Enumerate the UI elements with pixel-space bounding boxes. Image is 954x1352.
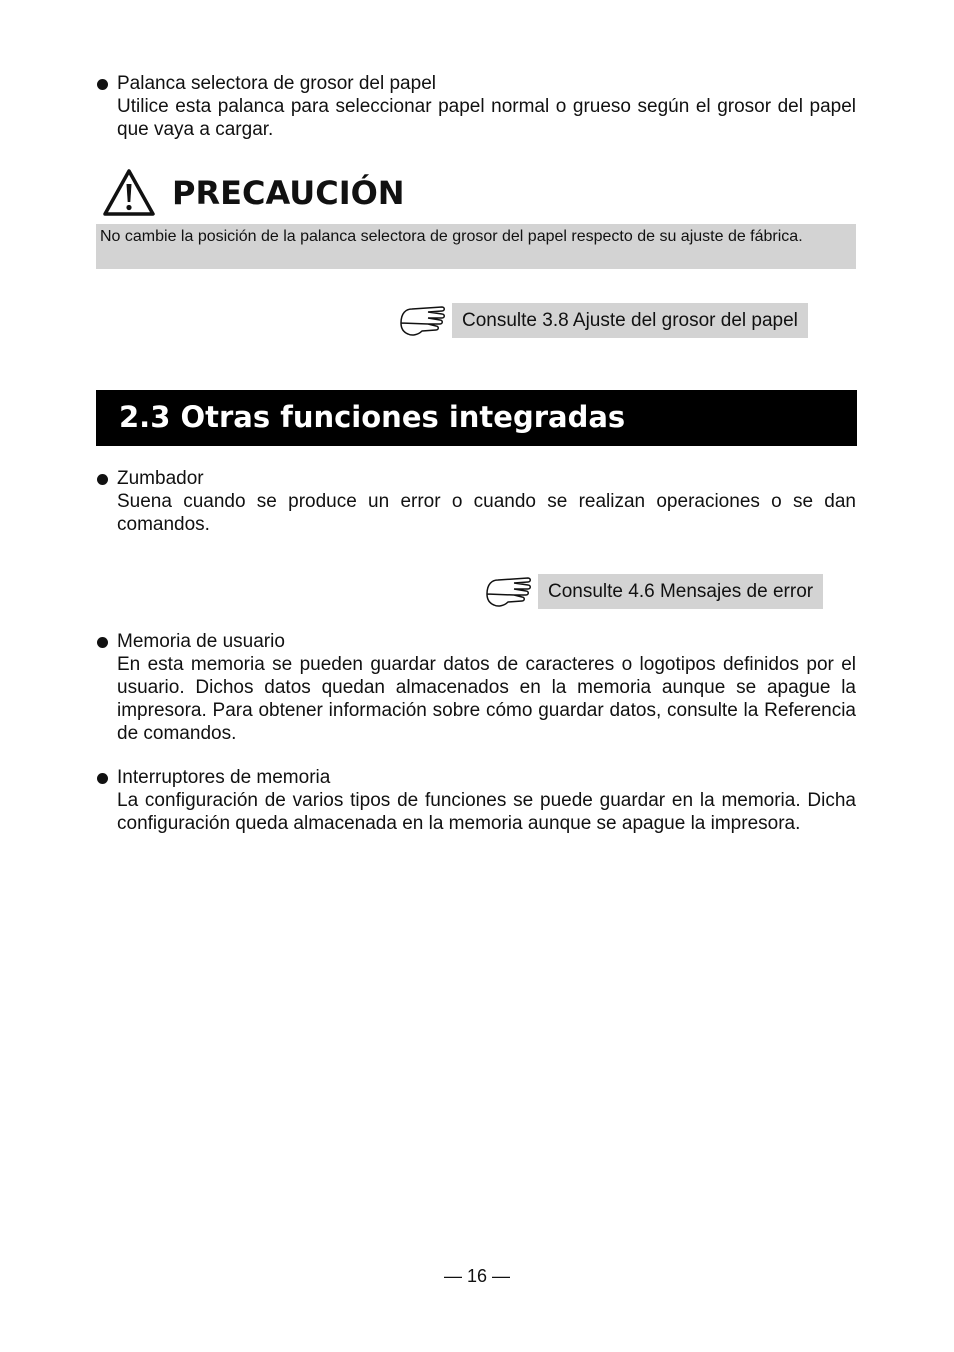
paper-lever-title: Palanca selectora de grosor del papel: [117, 73, 436, 94]
section-title: 2.3 Otras funciones integradas: [119, 400, 626, 434]
warning-triangle-icon: [102, 168, 156, 218]
memory-switches-title: Interruptores de memoria: [117, 767, 331, 788]
pointing-hand-icon: [484, 572, 534, 610]
reference-paper-thickness: [398, 301, 808, 339]
paper-lever-body: Utilice esta palanca para seleccionar papel normal o grueso según el grosor del papel que vaya a cargar.: [117, 96, 856, 140]
bullet-icon: [97, 637, 108, 648]
reference-error-messages: [484, 572, 823, 610]
bullet-icon: [97, 474, 108, 485]
caution-text: No cambie la posición de la palanca selectora de grosor del papel respecto de su ajuste de fábrica.: [96, 224, 856, 269]
user-memory-title: Memoria de usuario: [117, 631, 285, 652]
section-header: [96, 390, 857, 446]
page-number: — 16 —: [443, 1266, 511, 1286]
pointing-hand-icon: [398, 301, 448, 339]
user-memory-body: En esta memoria se pueden guardar datos de caracteres o logotipos definidos por el usuario. Dichos datos quedan almacenados en la memoria aunque se apague la impresora. Para obtener información sobre cómo guardar datos, consulte la Referencia de comandos.: [117, 654, 856, 744]
caution-title: PRECAUCIÓN: [172, 174, 405, 212]
buzzer-title: Zumbador: [117, 468, 204, 489]
bullet-icon: [97, 773, 108, 784]
bullet-icon: [97, 79, 108, 90]
reference-error-messages-label: Consulte 4.6 Mensajes de error: [538, 574, 823, 609]
reference-paper-thickness-label: Consulte 3.8 Ajuste del grosor del papel: [452, 303, 808, 338]
caution-heading: [102, 168, 405, 218]
memory-switches-body: La configuración de varios tipos de funciones se puede guardar en la memoria. Dicha configuración queda almacenada en la memoria aunque se apague la impresora.: [117, 790, 856, 834]
buzzer-body: Suena cuando se produce un error o cuando se realizan operaciones o se dan comandos.: [117, 491, 856, 535]
